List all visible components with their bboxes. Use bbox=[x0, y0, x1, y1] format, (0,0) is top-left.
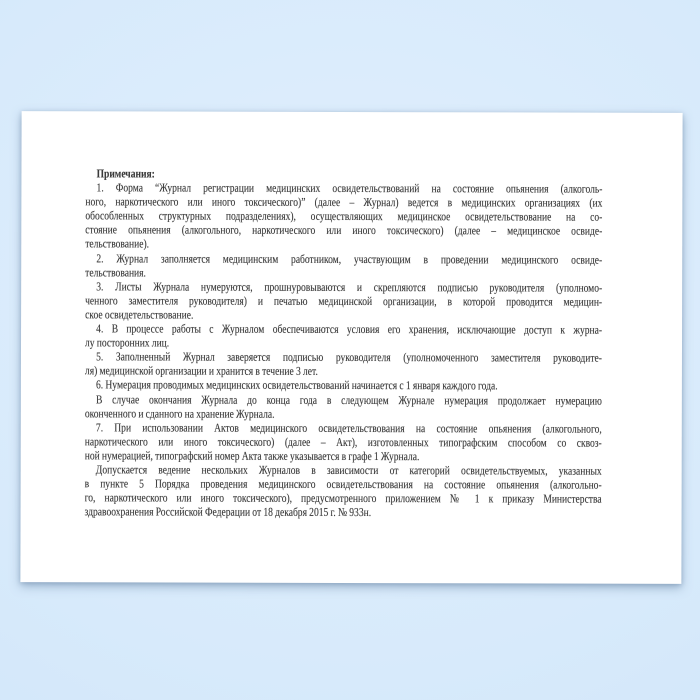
text-line: обособленных структурных подразделениях), осуществляющих медицинское освидетельствование на со- bbox=[85, 208, 603, 224]
text-line: 3. Листы Журнала нумеруются, прошнуровываются и скрепляются подписью руководителя (уполномо- bbox=[96, 279, 603, 295]
text-line: здравоохранения Российской Федерации от 18 декабря 2015 г. № 933н. bbox=[84, 504, 372, 520]
text-line: го, наркотического или иного токсического), предусмотренного приложением № 1 к приказу Министерства bbox=[84, 490, 602, 506]
text-line: Допускается ведение нескольких Журналов в зависимости от категорий освидетельствуемых, указанных bbox=[95, 462, 602, 478]
text-line: 4. В процессе работы с Журналом обеспечиваются условия его хранения, исключающие доступ к журна- bbox=[96, 321, 603, 337]
text-line: ченного заместителя руководителя) и печатью медицинской организации, в которой проводится медицин- bbox=[85, 293, 603, 309]
text-line: лу посторонних лиц. bbox=[84, 335, 170, 350]
text-line: 6. Нумерация проводимых медицинских освидетельствований начинается с 1 января каждого года. bbox=[96, 377, 498, 393]
text-line: стояние опьянения (алкогольного, наркотического или иного токсического) (далее – медицинское освиде- bbox=[85, 222, 603, 239]
text-line: наркотического или иного токсического) (далее – Акт), изготовленных типографским способом со сквоз- bbox=[84, 434, 602, 450]
text-line: тельствования. bbox=[85, 264, 146, 280]
text-line: оконченного и сданного на хранение Журнала. bbox=[84, 405, 275, 421]
document-heading: Примечания: bbox=[96, 166, 155, 181]
text-line: В случае окончания Журнала до конца года в следующем Журнале нумерация продолжает нумерацию bbox=[95, 391, 602, 408]
text-line: ское освидетельствование. bbox=[85, 307, 194, 322]
text-line: ля) медицинской организации и хранится в течение 3 лет. bbox=[84, 363, 318, 379]
text-line: в пункте 5 Порядка проведения медицинского освидетельствования на состояние опьянения (алкогольно- bbox=[84, 476, 602, 492]
text-line: 5. Заполненный Журнал заверяется подписью руководителя (уполномоченного заместителя руководите- bbox=[96, 349, 603, 365]
text-line: 1. Форма “Журнал регистрации медицинских освидетельствований на состояние опьянения (алкоголь- bbox=[96, 180, 603, 196]
text-line: 2. Журнал заполняется медицинским работником, участвующим в проведении медицинского освиде- bbox=[96, 250, 603, 267]
text-line: ной нумерацией, типографский номер Акта также указывается в графе 1 Журнала. bbox=[84, 448, 420, 464]
text-line: тельствование). bbox=[85, 236, 150, 251]
document-text bbox=[85, 166, 603, 520]
text-line: ного, наркотического или иного токсического)” (далее – Журнал) ведется в медицинских организациях (их bbox=[85, 194, 603, 210]
text-line: 7. При использовании Актов медицинского освидетельствования на состояние опьянения (алкогольного, bbox=[95, 420, 602, 436]
document-page bbox=[20, 111, 682, 584]
